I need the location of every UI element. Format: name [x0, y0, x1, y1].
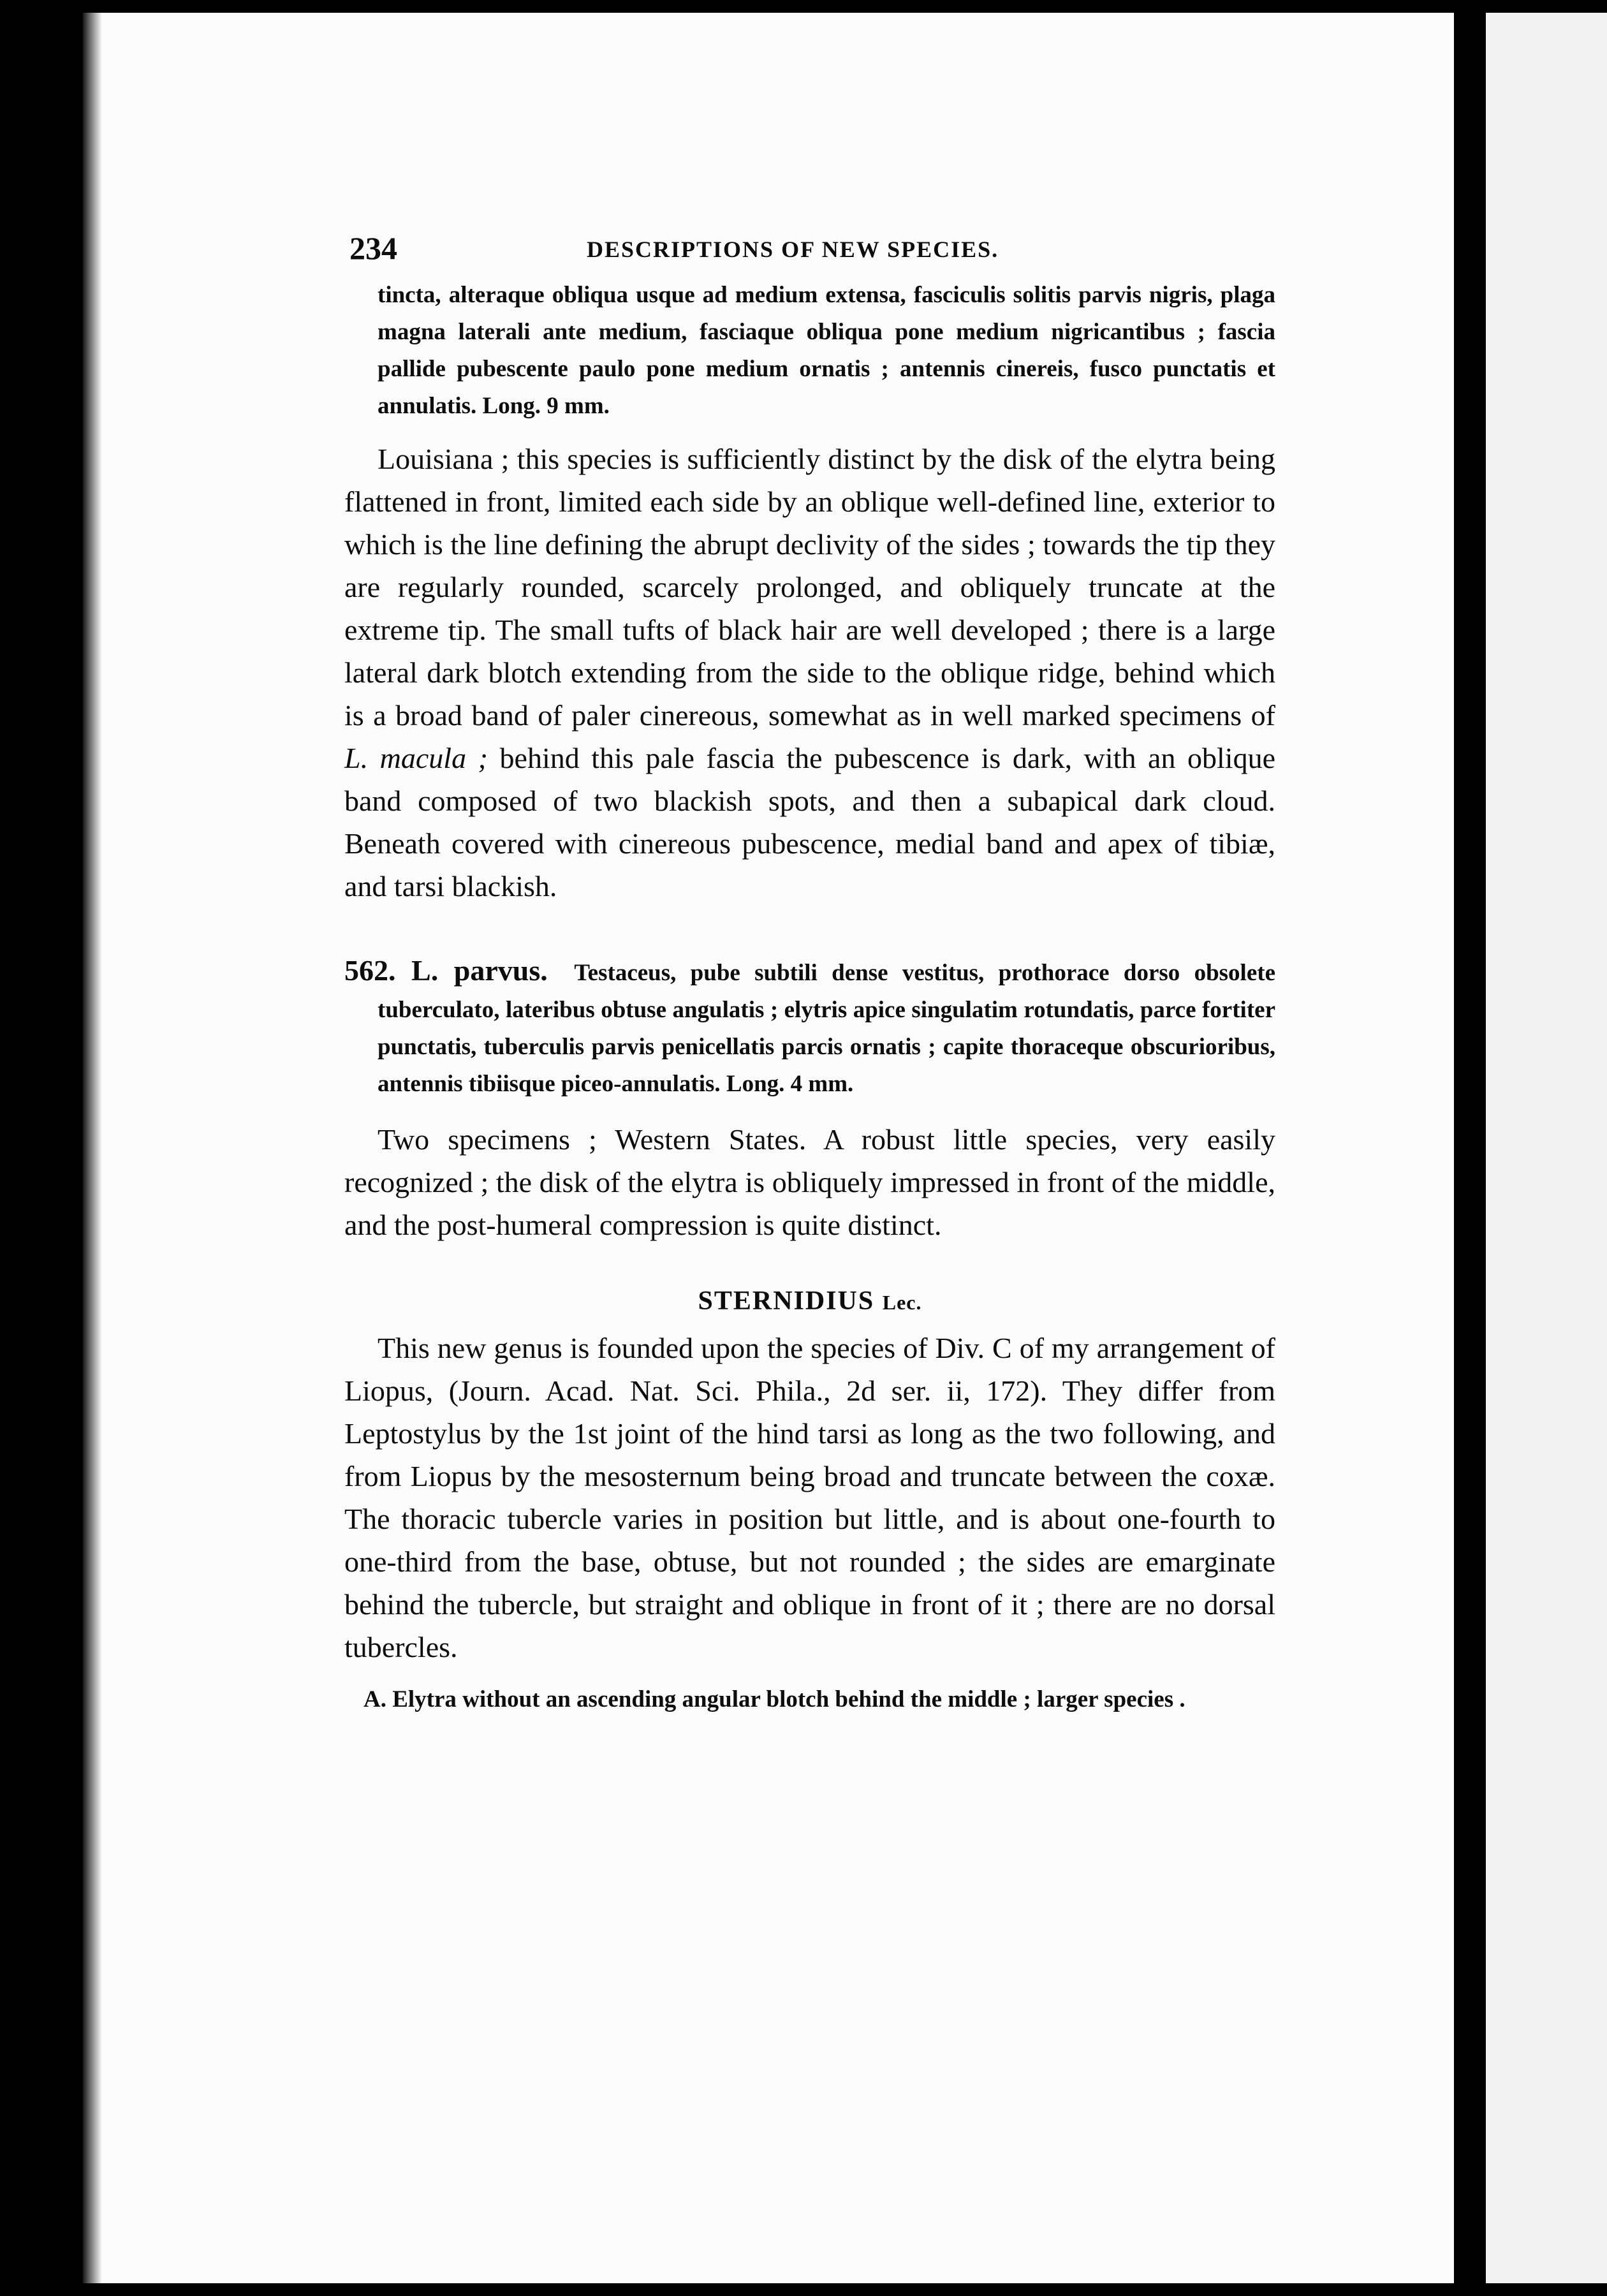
paragraph-two-specimens: Two specimens ; Western States. A robust little species, very easily recognized ; the disk of the elytra is obliquely impressed in front of the middle, and the post-humeral compression is quite distinct. — [344, 1123, 1275, 1241]
species-reference-italic: L. macula ; — [344, 742, 488, 774]
genus-author: Lec. — [882, 1291, 922, 1314]
genus-heading — [344, 1286, 1275, 1316]
genus-name: STERNIDIUS — [698, 1286, 875, 1316]
paragraph-louisiana-text-1: Louisiana ; this species is sufficiently distinct by the disk of the elytra being flattened in front, limited each side by an oblique well-defined line, exterior to which is the line defining the abrupt declivity of the sides ; towards the tip they are regularly rounded, scarcely prolonged, and obliquely truncate at the extreme tip. The small tufts of black hair are well developed ; there is a large lateral dark blotch extending from the side to the oblique ridge, behind which is a broad band of paler cinereous, somewhat as in well marked specimens of — [344, 443, 1275, 732]
paragraph-louisiana — [344, 438, 1275, 908]
running-title: DESCRIPTIONS OF NEW SPECIES. — [587, 237, 999, 262]
page-header — [344, 230, 1275, 268]
page-number: 234 — [349, 230, 397, 266]
latin-description-continuation: tincta, alteraque obliqua usque ad medium extensa, fasciculis solitis parvis nigris, plaga magna laterali ante medium, fasciaque obliqua pone medium nigricantibus ; fascia pallide pubescente paulo pone medium ornatis ; antennis cinereis, fusco punctatis et annulatis. Long. 9 mm. — [378, 282, 1275, 419]
page-content — [344, 230, 1275, 1718]
key-line-a: A. Elytra without an ascending angular blotch behind the middle ; larger species . — [363, 1686, 1185, 1712]
facing-page-strip — [1486, 13, 1607, 2283]
species-heading: 562. L. parvus. — [344, 954, 548, 987]
gutter-shadow — [83, 13, 102, 2283]
species-latin-description: Testaceus, pube subtili dense vestitus, prothorace dorso obsolete tuberculato, lateribus obtuse angulatis ; elytris apice singulatim rotundatis, parce fortiter punctatis, tuberculis parvis penicellatis parcis ornatis ; capite thoraceque obscurioribus, antennis tibiisque piceo-annulatis. Long. 4 mm. — [378, 960, 1275, 1097]
paragraph-louisiana-text-2: behind this pale fascia the pubescence is dark, with an oblique band composed of two blackish spots, and then a subapical dark cloud. Beneath covered with cinereous pubescence, medial band and apex of tibiæ, and tarsi blackish. — [344, 742, 1275, 902]
paragraph-genus: This new genus is founded upon the species of Div. C of my arrangement of Liopus, (Journ. Acad. Nat. Sci. Phila., 2d ser. ii, 172). They differ from Leptostylus by the 1st joint of the hind tarsi as long as the two following, and from Liopus by the mesosternum being broad and truncate between the coxæ. The thoracic tubercle varies in position but little, and is about one-fourth to one-third from the base, obtuse, but not rounded ; the sides are emarginate behind the tubercle, but straight and oblique in front of it ; there are no dorsal tubercles. — [344, 1332, 1275, 1663]
species-entry-562 — [344, 952, 1275, 1103]
page-edge — [1454, 13, 1486, 2283]
